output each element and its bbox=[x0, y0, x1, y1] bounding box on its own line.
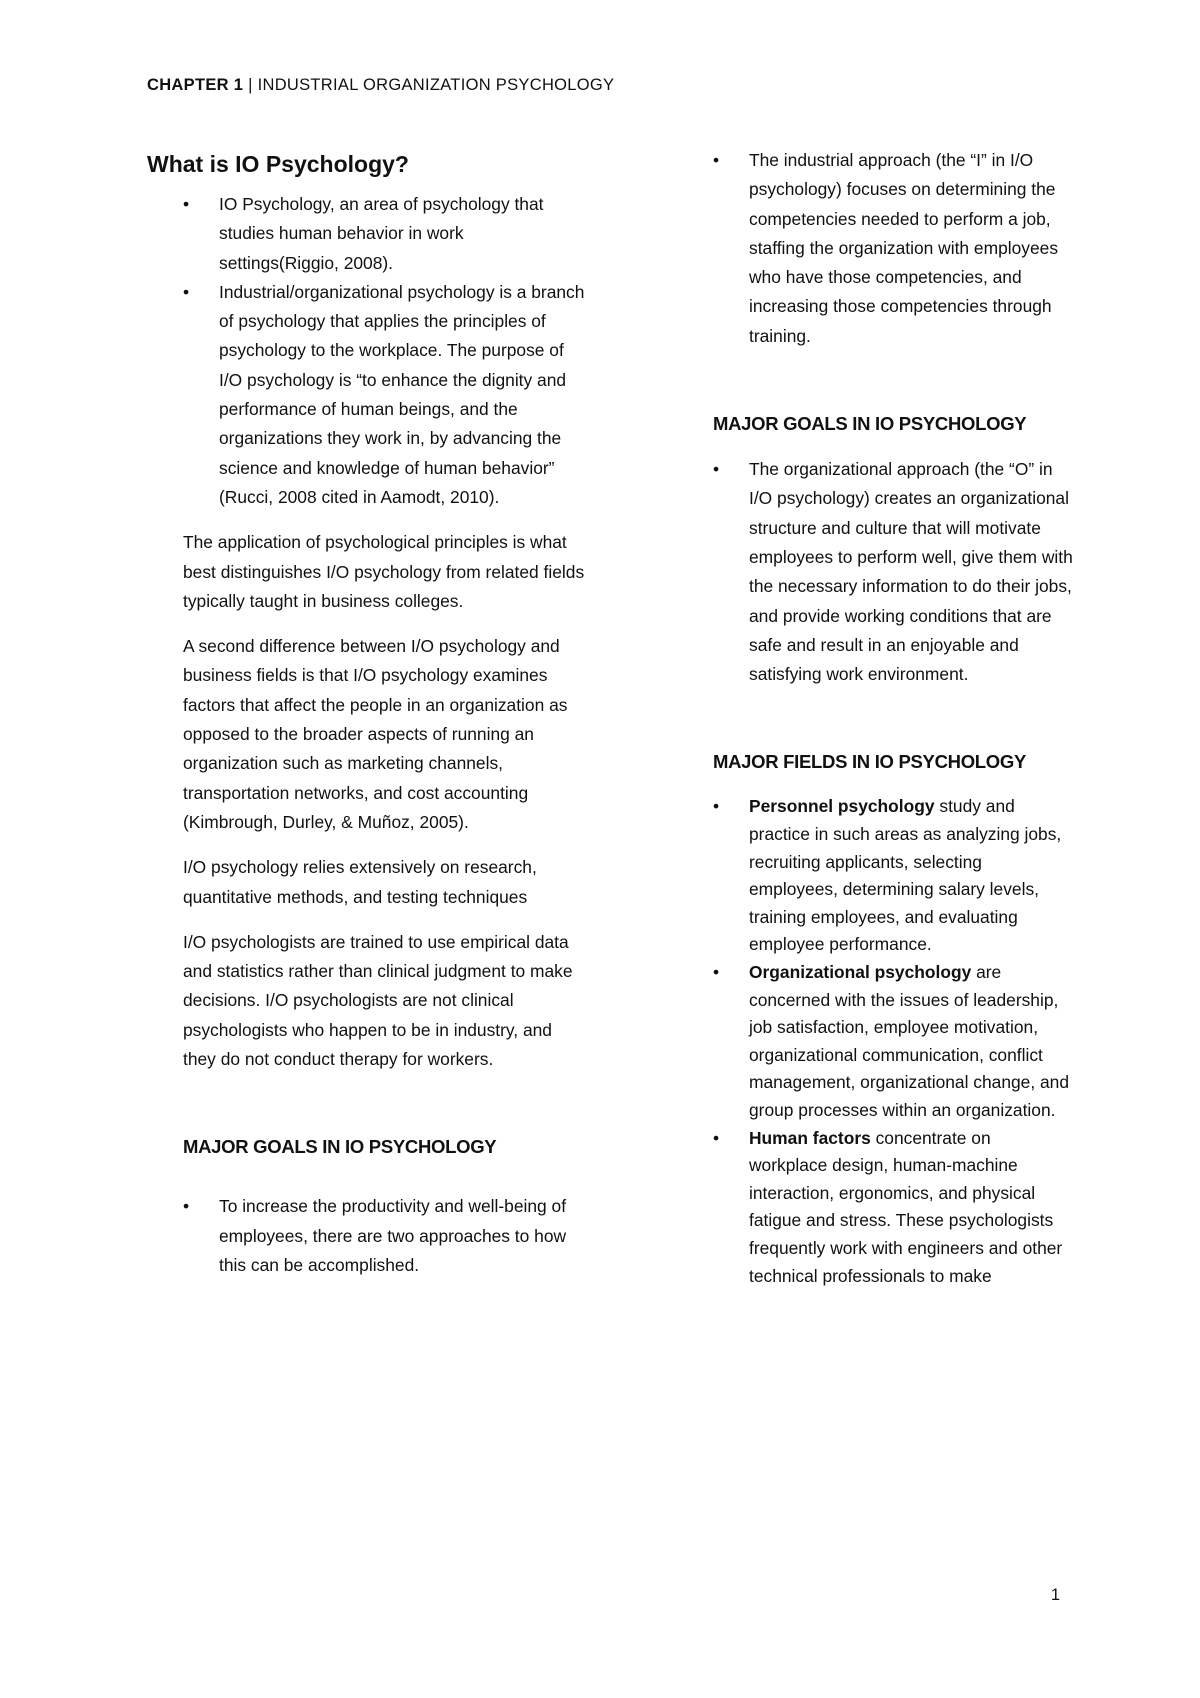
list-item bbox=[713, 959, 1073, 1125]
bullet-icon: • bbox=[713, 1127, 720, 1148]
bullet-text: The industrial approach (the “I” in I/O psychology) focuses on determining the competencies needed to perform a job, staffing the organization with employees who have those competencies, and increasing those competencies through training. bbox=[749, 150, 1059, 346]
bullet-text: IO Psychology, an area of psychology that studies human behavior in work settings(Riggio, 2008). bbox=[219, 194, 544, 273]
field-description: concentrate on workplace design, human-machine interaction, ergonomics, and physical fatigue and stress. These psychologists frequently work with engineers and other technical professionals to make bbox=[749, 1127, 1063, 1286]
bullet-icon: • bbox=[713, 962, 720, 983]
paragraph: I/O psychology relies extensively on research, quantitative methods, and testing techniques bbox=[183, 857, 537, 907]
list-item bbox=[147, 278, 587, 512]
goals-bullet-list bbox=[147, 1192, 587, 1280]
list-item bbox=[147, 190, 587, 278]
field-description: are concerned with the issues of leadership, job satisfaction, employee motivation, organizational communication, conflict management, organizational change, and group processes within an organization. bbox=[749, 962, 1070, 1120]
chapter-label: CHAPTER 1 bbox=[147, 76, 244, 94]
page-header bbox=[147, 76, 614, 95]
bullet-icon: • bbox=[713, 796, 720, 817]
major-fields-list bbox=[713, 793, 1073, 1290]
paragraph: The application of psychological principles is what best distinguishes I/O psychology from related fields typically taught in business colleges. bbox=[183, 532, 585, 611]
list-item bbox=[147, 1192, 587, 1280]
field-term: Personnel psychology bbox=[749, 796, 935, 817]
section-heading-major-goals: MAJOR GOALS IN IO PSYCHOLOGY bbox=[183, 1136, 497, 1158]
field-description: study and practice in such areas as analyzing jobs, recruiting applicants, selecting employees, determining salary levels, training employees, and evaluating employee performance. bbox=[749, 796, 1062, 955]
section-heading-what-is-io: What is IO Psychology? bbox=[147, 151, 409, 177]
bullet-text: Industrial/organizational psychology is a branch of psychology that applies the principles of psychology to the workplace. The purpose of I/O psychology is “to enhance the dignity and performance of human beings, and the organizations they work in, by advancing the science and knowledge of human behavior” (Rucci, 2008 cited in Aamodt, 2010). bbox=[219, 281, 585, 507]
bullet-text: To increase the productivity and well-being of employees, there are two approaches to how this can be accomplished. bbox=[219, 1196, 567, 1275]
header-title: INDUSTRIAL ORGANIZATION PSYCHOLOGY bbox=[257, 76, 615, 94]
bullet-icon: • bbox=[183, 1196, 190, 1217]
bullet-icon: • bbox=[183, 281, 190, 302]
field-term: Organizational psychology bbox=[749, 962, 972, 983]
industrial-approach-list bbox=[713, 146, 1073, 351]
paragraph: I/O psychologists are trained to use empirical data and statistics rather than clinical judgment to make decisions. I/O psychologists are not clinical psychologists who happen to be in industry, and they do not conduct therapy for workers. bbox=[183, 931, 573, 1070]
header-separator: | bbox=[248, 76, 253, 94]
paragraph: A second difference between I/O psychology and business fields is that I/O psychology examines factors that affect the people in an organization as opposed to the broader aspects of running an organization such as marketing channels, transportation networks, and cost accounting (Kimbrough, Durley, & Muñoz, 2005). bbox=[183, 636, 568, 832]
list-item bbox=[713, 1125, 1073, 1291]
field-term: Human factors bbox=[749, 1127, 871, 1148]
page-number: 1 bbox=[1050, 1586, 1060, 1604]
bullet-text: The organizational approach (the “O” in I/O psychology) creates an organizational structure and culture that will motivate employees to perform well, give them with the necessary information to do their jobs, and provide working conditions that are safe and result in an enjoyable and satisfying work environment. bbox=[749, 459, 1073, 685]
bullet-icon: • bbox=[713, 459, 720, 480]
intro-bullet-list bbox=[147, 190, 587, 512]
list-item bbox=[713, 146, 1073, 351]
paragraph-list bbox=[147, 528, 587, 1074]
section-heading-major-fields: MAJOR FIELDS IN IO PSYCHOLOGY bbox=[713, 751, 1027, 773]
section-heading-major-goals: MAJOR GOALS IN IO PSYCHOLOGY bbox=[713, 413, 1027, 435]
right-column bbox=[713, 146, 1073, 1290]
list-item bbox=[713, 455, 1073, 689]
organizational-approach-list bbox=[713, 455, 1073, 689]
list-item bbox=[713, 793, 1073, 959]
left-column bbox=[147, 148, 587, 1280]
bullet-icon: • bbox=[713, 150, 720, 170]
bullet-icon: • bbox=[183, 194, 190, 214]
